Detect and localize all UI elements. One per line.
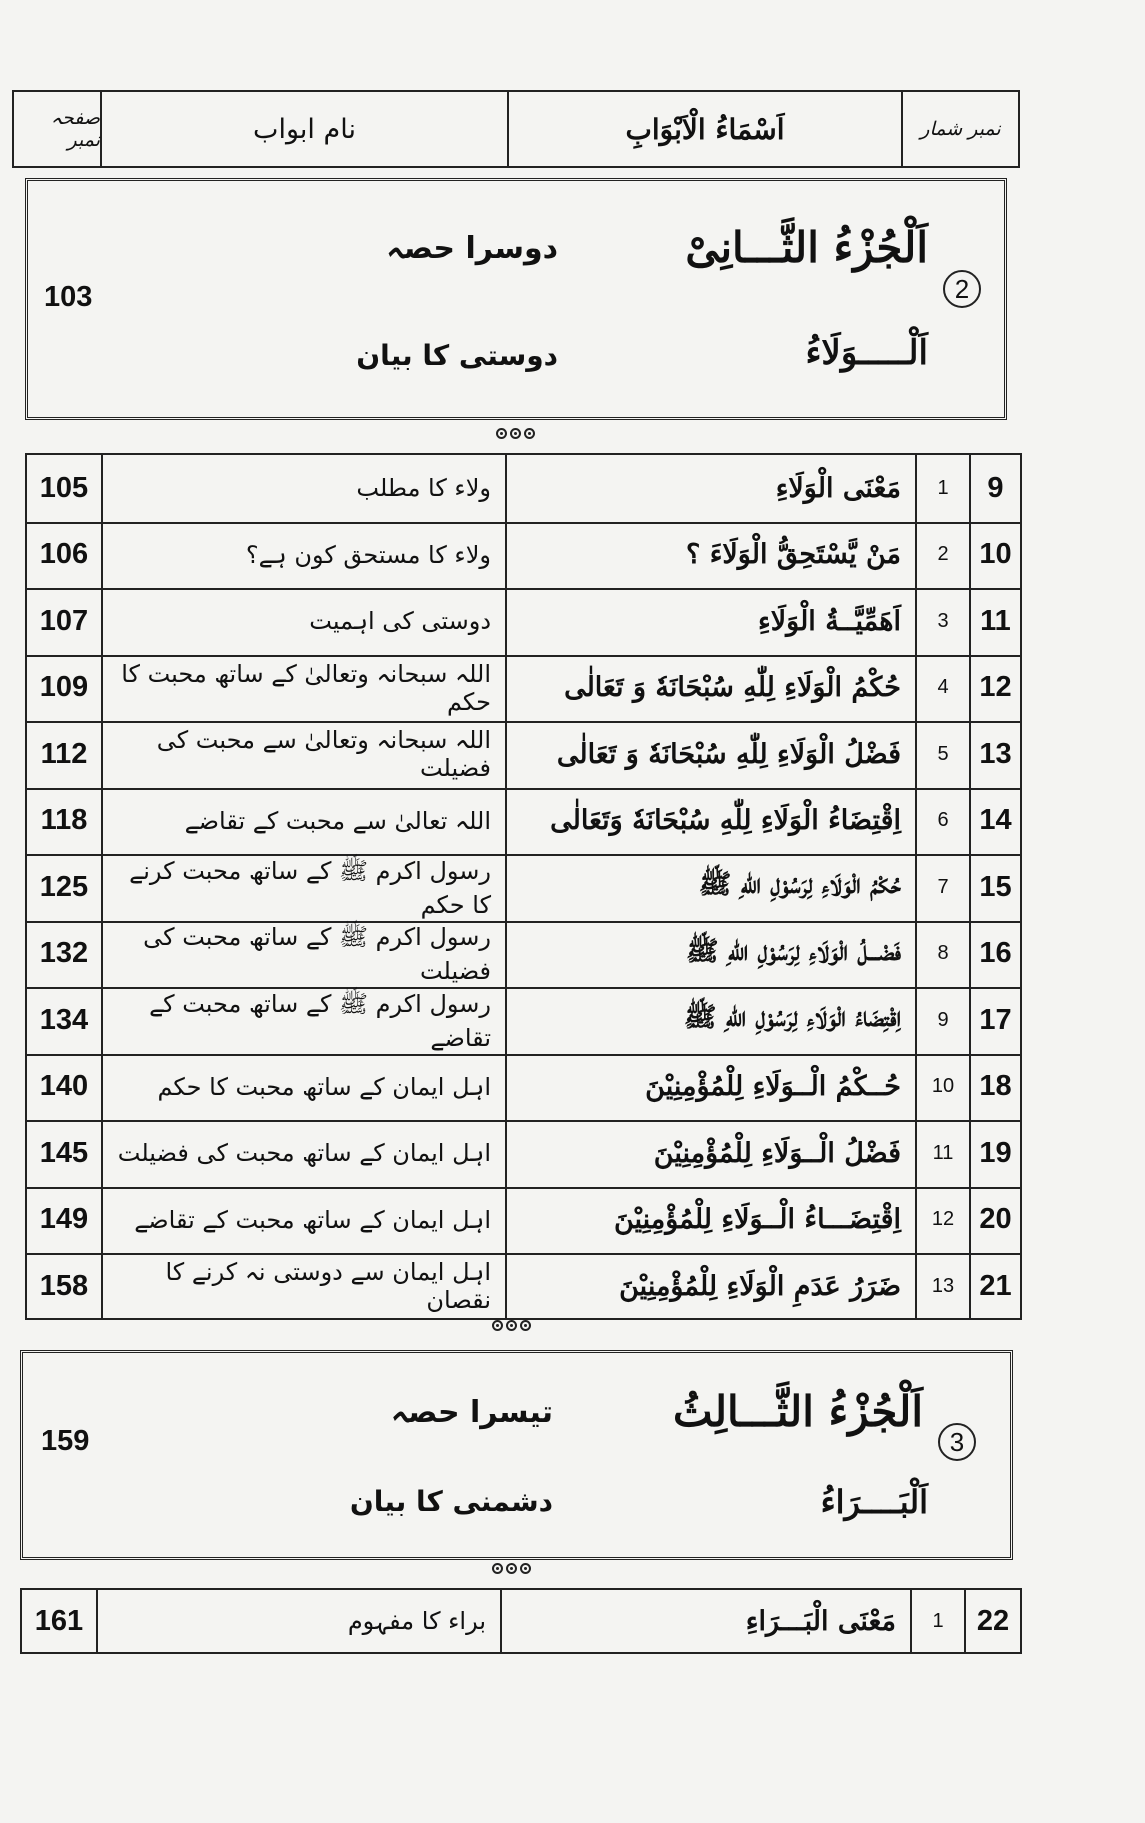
row-urdu: ولاء کا مطلب bbox=[356, 474, 491, 503]
row-page: 158 bbox=[39, 1269, 89, 1302]
row-number: 13 bbox=[979, 737, 1012, 770]
part3-urdu-sub: دشمنی کا بیان bbox=[349, 1485, 553, 1518]
row-arabic: اِقْتِضَاءُ الْوَلَاءِ لِلّٰهِ سُبْحَانَهٗ وَتَعَالٰی bbox=[550, 805, 901, 837]
row-number: 15 bbox=[979, 870, 1012, 903]
row-arabic: مَنْ یَّسْتَحِقُّ الْوَلَاءَ ؟ bbox=[685, 539, 901, 571]
row-page: 145 bbox=[39, 1136, 89, 1169]
row-sub-number: 1 bbox=[932, 1609, 944, 1632]
row-urdu: اللہ سبحانہ وتعالیٰ سے محبت کی فضیلت bbox=[156, 726, 491, 783]
row-urdu: اللہ سبحانہ وتعالیٰ کے ساتھ محبت کا حکم bbox=[121, 659, 491, 716]
part3-box bbox=[20, 1350, 1013, 1560]
row-sub-number: 6 bbox=[937, 809, 949, 832]
row-number: 16 bbox=[979, 937, 1012, 970]
part2-page: 103 bbox=[44, 281, 93, 313]
table-row bbox=[27, 1187, 1020, 1254]
row-number: 14 bbox=[979, 804, 1012, 837]
row-sub-number: 5 bbox=[937, 742, 949, 765]
row-number: 19 bbox=[979, 1136, 1012, 1169]
header-urdu-titles: نام ابواب bbox=[253, 113, 356, 145]
row-sub-number: 13 bbox=[931, 1274, 955, 1297]
part3-number: 3 bbox=[938, 1423, 976, 1461]
row-number: 22 bbox=[976, 1604, 1010, 1637]
row-arabic: اِقْتِضَـــاءُ الْــوَلَاءِ لِلْمُؤْمِنِيْنَ bbox=[613, 1204, 901, 1236]
header-page-no: صفحہ نمبر bbox=[50, 107, 100, 151]
row-number: 12 bbox=[979, 671, 1012, 704]
row-sub-number: 3 bbox=[937, 609, 949, 632]
part2-arabic-title: اَلْجُزْءُ الثَّـــانِیْ bbox=[685, 223, 928, 272]
row-page: 134 bbox=[39, 1003, 89, 1036]
table-row bbox=[27, 788, 1020, 855]
row-arabic: حُكْمُ الْوَلَاءِ لِرَسُوْلِ اللّٰهِ ﷺ bbox=[698, 869, 901, 901]
toc-table-last bbox=[20, 1588, 1022, 1654]
part2-urdu-title: دوسرا حصہ bbox=[386, 231, 558, 266]
row-urdu: اہل ایمان کے ساتھ محبت کی فضیلت bbox=[117, 1139, 491, 1168]
table-row bbox=[27, 1253, 1020, 1320]
table-row bbox=[27, 522, 1020, 589]
row-page: 107 bbox=[39, 604, 89, 637]
row-sub-number: 10 bbox=[931, 1075, 955, 1098]
row-sub-number: 4 bbox=[937, 676, 949, 699]
table-row bbox=[27, 921, 1020, 988]
row-urdu: رسول اکرم ﷺ کے ساتھ محبت کی فضیلت bbox=[143, 923, 491, 986]
row-page: 149 bbox=[39, 1203, 89, 1236]
row-page: 112 bbox=[40, 737, 88, 770]
row-arabic: فَضْـــلُ الْوَلَاءِ لِرَسُوْلِ اللّٰهِ ﷺ bbox=[686, 935, 901, 967]
row-arabic: فَضْلُ الْوَلَاءِ لِلّٰهِ سُبْحَانَهٗ وَ تَعَالٰی bbox=[556, 738, 901, 770]
table-row bbox=[27, 588, 1020, 655]
row-arabic: فَضْلُ الْــوَلَاءِ لِلْمُؤْمِنِيْنَ bbox=[653, 1137, 901, 1169]
row-number: 10 bbox=[979, 538, 1012, 571]
table-row bbox=[27, 455, 1020, 522]
row-urdu: اہل ایمان کے ساتھ محبت کے تقاضے bbox=[134, 1205, 491, 1234]
separator-ornament-3 bbox=[492, 1563, 531, 1574]
toc-table bbox=[25, 453, 1022, 1320]
toc-header bbox=[12, 90, 1020, 168]
row-page: 118 bbox=[40, 804, 88, 837]
row-sub-number: 2 bbox=[937, 543, 949, 566]
row-urdu: براء کا مفہوم bbox=[347, 1607, 486, 1635]
row-sub-number: 1 bbox=[937, 476, 949, 499]
table-row bbox=[27, 721, 1020, 788]
row-sub-number: 8 bbox=[937, 942, 949, 965]
table-row bbox=[27, 987, 1020, 1054]
row-number: 18 bbox=[979, 1070, 1012, 1103]
row-number: 20 bbox=[979, 1203, 1012, 1236]
row-urdu: اہل ایمان سے دوستی نہ کرنے کا نقصان bbox=[165, 1258, 491, 1315]
row-page: 105 bbox=[39, 471, 89, 504]
part2-urdu-sub: دوستی کا بیان bbox=[356, 339, 558, 372]
row-number: 17 bbox=[979, 1003, 1012, 1036]
separator-ornament-2 bbox=[492, 1320, 531, 1331]
header-serial: نمبر شمار bbox=[920, 118, 1001, 140]
part2-arabic-sub: اَلْـــــوَلَاءُ bbox=[805, 333, 928, 373]
row-urdu: ولاء کا مستحق کون ہے؟ bbox=[245, 540, 491, 569]
table-row bbox=[27, 1054, 1020, 1121]
row-number: 9 bbox=[987, 471, 1004, 504]
row-sub-number: 7 bbox=[937, 875, 949, 898]
row-arabic: حُكْمُ الْوَلَاءِ لِلّٰهِ سُبْحَانَهٗ وَ تَعَالٰی bbox=[564, 672, 901, 704]
header-arabic-titles: اَسْمَاءُ الْاَبْوَابِ bbox=[625, 112, 785, 146]
part3-arabic-title: اَلْجُزْءُ الثَّـــالِثُ bbox=[672, 1387, 923, 1436]
row-urdu: رسول اکرم ﷺ کے ساتھ محبت کرنے کا حکم bbox=[129, 856, 491, 919]
row-sub-number: 9 bbox=[937, 1008, 949, 1031]
row-page: 125 bbox=[39, 870, 89, 903]
part3-page: 159 bbox=[41, 1425, 90, 1457]
row-arabic: مَعْنَی الْوَلَاءِ bbox=[775, 472, 901, 504]
row-arabic: حُــكْمُ الْــوَلَاءِ لِلْمُؤْمِنِيْنَ bbox=[645, 1071, 901, 1103]
row-number: 21 bbox=[979, 1269, 1012, 1302]
row-arabic: اِقْتِضَاءُ الْوَلَاءِ لِرَسُوْلِ اللّٰهِ ﷺ bbox=[683, 1002, 901, 1034]
row-page: 140 bbox=[39, 1070, 89, 1103]
row-arabic: مَعْنَی الْبَـــرَاءِ bbox=[745, 1605, 896, 1637]
row-page: 106 bbox=[39, 538, 89, 571]
row-sub-number: 11 bbox=[932, 1141, 954, 1164]
table-row bbox=[27, 1120, 1020, 1187]
row-page: 161 bbox=[34, 1604, 84, 1637]
row-urdu: اہل ایمان کے ساتھ محبت کا حکم bbox=[157, 1072, 491, 1101]
row-urdu: رسول اکرم ﷺ کے ساتھ محبت کے تقاضے bbox=[149, 989, 491, 1052]
table-row bbox=[27, 854, 1020, 921]
part3-arabic-sub: اَلْبَــــرَاءُ bbox=[820, 1483, 928, 1521]
part2-box bbox=[25, 178, 1007, 420]
part3-urdu-title: تیسرا حصہ bbox=[390, 1395, 553, 1430]
row-urdu: اللہ تعالیٰ سے محبت کے تقاضے bbox=[184, 806, 491, 835]
part2-number: 2 bbox=[943, 270, 981, 308]
row-sub-number: 12 bbox=[931, 1208, 955, 1231]
row-number: 11 bbox=[980, 604, 1011, 637]
row-urdu: دوستی کی اہمیت bbox=[309, 607, 491, 636]
row-page: 132 bbox=[39, 937, 89, 970]
row-arabic: اَھَمِّیَّــةُ الْوَلَاءِ bbox=[758, 605, 901, 637]
separator-ornament bbox=[496, 428, 535, 439]
table-row bbox=[27, 655, 1020, 722]
row-arabic: ضَرَرُ عَدَمِ الْوَلَاءِ لِلْمُؤْمِنِيْنَ bbox=[619, 1270, 901, 1302]
row-page: 109 bbox=[39, 671, 89, 704]
